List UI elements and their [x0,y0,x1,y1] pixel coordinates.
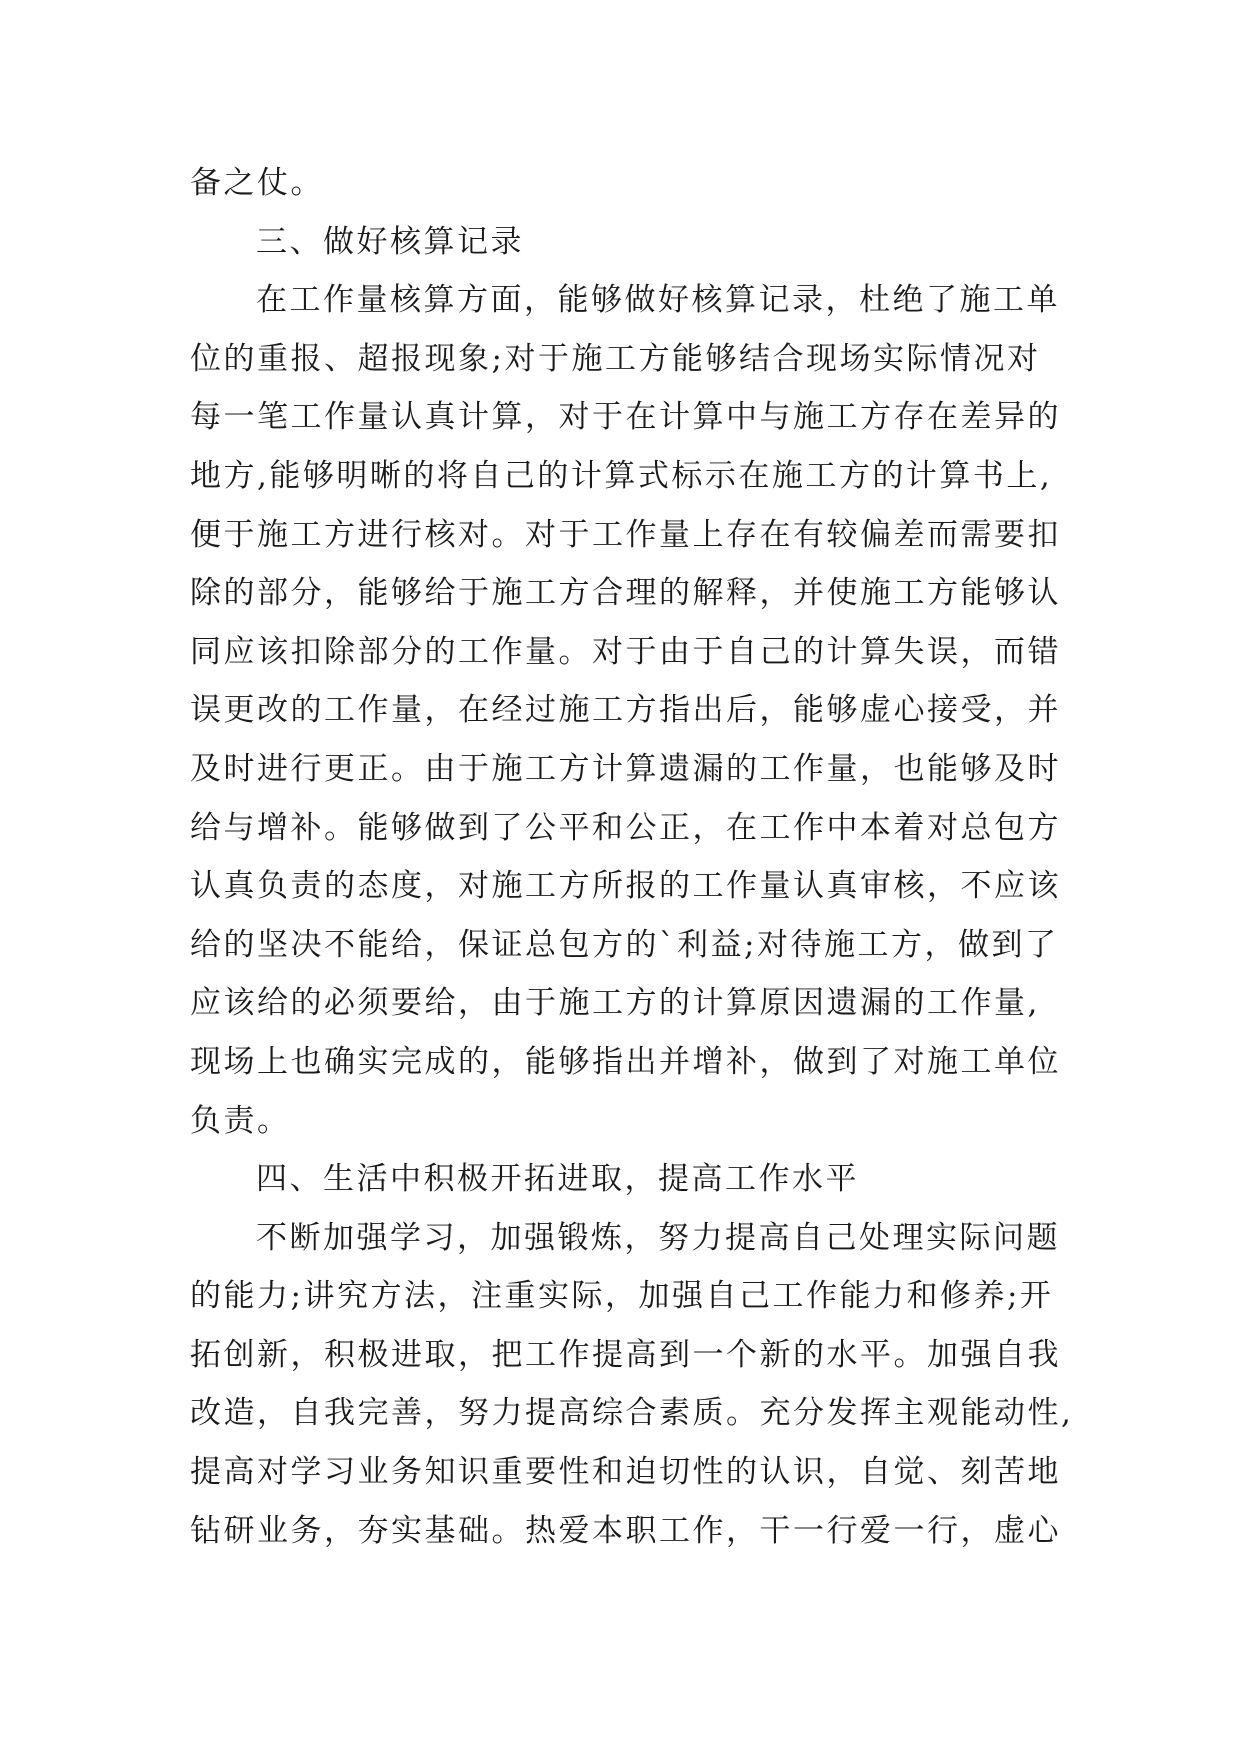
text-line: 除的部分，能够给于施工方合理的解释，并使施工方能够认 [190,575,1061,612]
text-line: 负责。 [190,1102,291,1139]
section-heading: 三、做好核算记录 [256,223,524,260]
text-line: 备之仗。 [190,165,324,201]
text-line: 钻研业务，夯实基础。热爱本职工作，干一行爱一行，虚心 [190,1512,1061,1549]
text-line: 改造，自我完善，努力提高综合素质。充分发挥主观能动性, [190,1395,1074,1432]
text-line: 便于施工方进行核对。对于工作量上存在有较偏差而需要扣 [190,516,1061,553]
body-text [190,154,1074,1560]
text-line: 位的重报、超报现象;对于施工方能够结合现场实际情况对 [190,340,1041,377]
text-line: 给的坚决不能给，保证总包方的`利益;对待施工方，做到了 [190,926,1059,963]
text-line: 及时进行更正。由于施工方计算遗漏的工作量，也能够及时 [190,750,1061,787]
text-line: 提高对学习业务知识重要性和迫切性的认识，自觉、刻苦地 [190,1454,1061,1491]
text-line: 误更改的工作量，在经过施工方指出后，能够虚心接受，并 [190,692,1061,729]
text-line: 的能力;讲究方法，注重实际，加强自己工作能力和修养;开 [190,1278,1054,1315]
text-line: 同应该扣除部分的工作量。对于由于自己的计算失误，而错 [190,633,1061,670]
text-line: 给与增补。能够做到了公平和公正，在工作中本着对总包方 [190,809,1061,846]
text-line: 地方,能够明晰的将自己的计算式标示在施工方的计算书上, [190,457,1053,494]
section-heading: 四、生活中积极开拓进取，提高工作水平 [256,1161,859,1198]
text-line: 拓创新，积极进取，把工作提高到一个新的水平。加强自我 [190,1336,1061,1373]
text-line: 现场上也确实完成的，能够指出并增补，做到了对施工单位 [190,1043,1061,1080]
text-line: 应该给的必须要给，由于施工方的计算原因遗漏的工作量, [190,985,1040,1022]
text-line: 不断加强学习，加强锻炼，努力提高自己处理实际问题 [256,1219,1060,1256]
text-line: 每一笔工作量认真计算，对于在计算中与施工方存在差异的 [190,399,1061,436]
text-line: 认真负责的态度，对施工方所报的工作量认真审核，不应该 [190,868,1061,905]
text-line: 在工作量核算方面，能够做好核算记录，杜绝了施工单 [256,282,1060,319]
